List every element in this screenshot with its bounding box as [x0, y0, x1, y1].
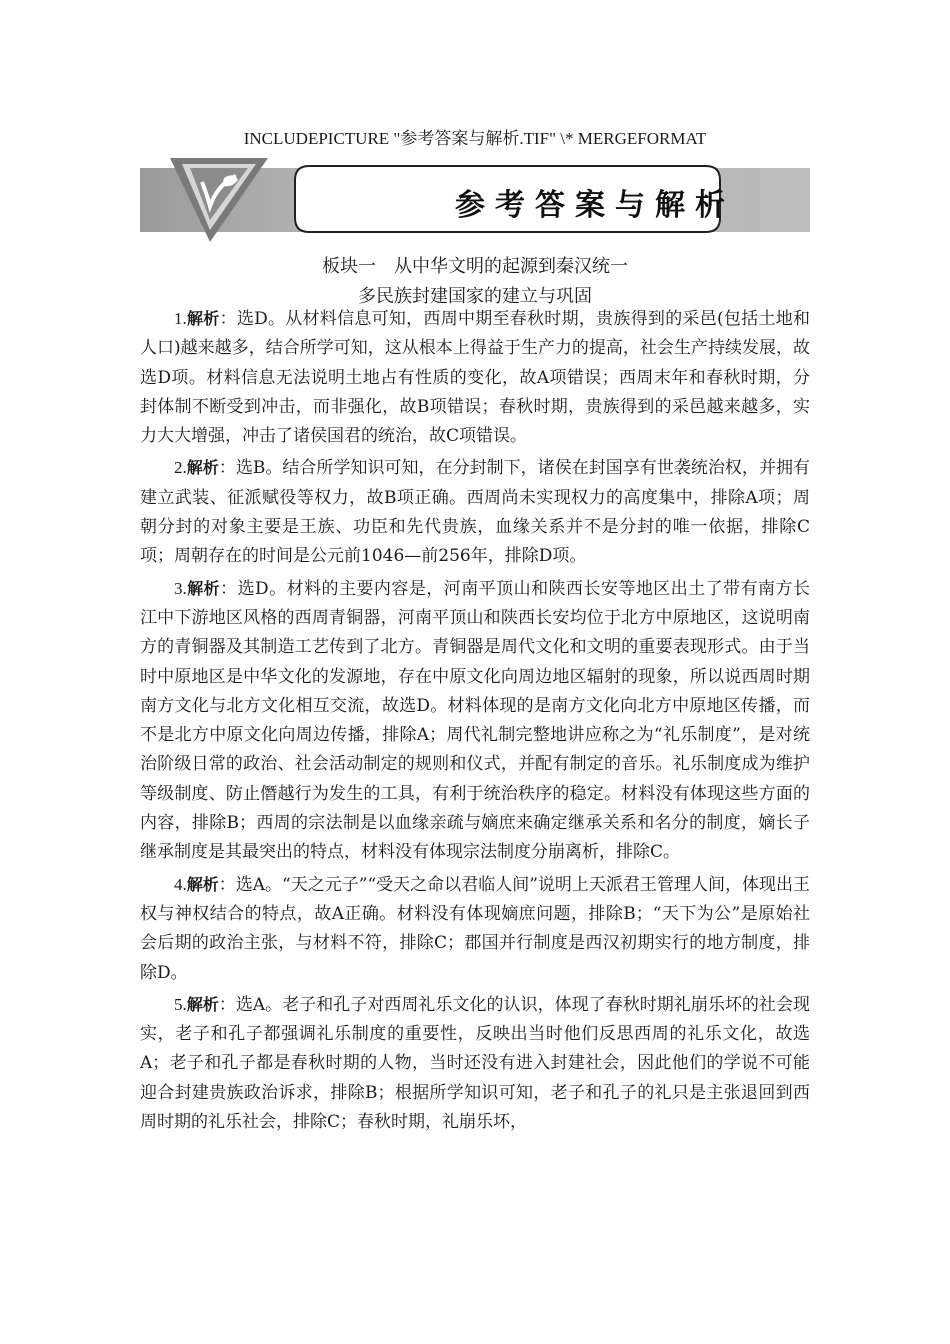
section-title-line2: 多民族封建国家的建立与巩固 [358, 286, 592, 307]
answer-text: ：选B。结合所学知识可知，在分封制下，诸侯在封国享有世袭统治权，并拥有建立武装、征派赋役等权力，故B项正确。西周尚未实现权力的高度集中，排除A项；周朝分封的对象主要是王族、功臣和先代贵族，血缘关系并不是分封的唯一依据，排除C项；周朝存在的时间是公元前1046—前256年，排除D项。 [140, 458, 810, 567]
answer-number: 3. [174, 578, 187, 598]
answer-number: 5. [174, 994, 187, 1014]
field-code-text: INCLUDEPICTURE "参考答案与解析.TIF" \* MERGEFORMAT [243, 129, 707, 148]
answer-label: 解析 [186, 309, 220, 328]
answer-label: 解析 [186, 578, 221, 598]
answer-number: 4. [174, 874, 187, 894]
answer-text: ：选D。材料的主要内容是，河南平顶山和陕西长安等地区出土了带有南方长江中下游地区风格的西周青铜器，河南平顶山和陕西长安均位于北方中原地区，这说明南方的青铜器及其制造工艺传到了北方。青铜器是周代文化和文明的重要表现形式。由于当时中原地区是中华文化的发源地，存在中原文化向周边地区辐射的现象，所以说西周时期南方文化与北方文化相互交流，故选D。材料体现的是南方文化向北方中原地区传播，而不是北方中原文化向周边传播，排除A；周代礼制完整地讲应称之为“礼乐制度”，是对统治阶级日常的政治、社会活动制定的规则和仪式，并配有制定的音乐。礼乐制度成为维护等级制度、防止僭越行为发生的工具，有利于统治秩序的稳定。材料没有体现这些方面的内容，排除B；西周的宗法制是以血缘亲疏与嫡庶来确定继承关系和名分的制度，嫡长子继承制度是其最突出的特点，材料没有体现宗法制度分崩离析，排除C。 [140, 578, 810, 863]
answer-paragraph [140, 453, 810, 571]
answer-paragraph [140, 574, 810, 868]
answer-text: ：选A。“天之元子”“受天之命以君临人间”说明上天派君王管理人间，体现出王权与神权结合的特点，故A正确。材料没有体现嫡庶问题，排除B；“天下为公”是原始社会后期的政治主张，与材料不符，排除C；郡国并行制度是西汉初期实行的地方制度，排除D。 [140, 874, 810, 983]
section-heading [0, 252, 950, 312]
answer-label: 解析 [186, 874, 219, 894]
answer-number: 2. [174, 458, 187, 478]
answer-list [140, 304, 810, 1139]
answer-paragraph [140, 870, 810, 988]
answer-paragraph [140, 990, 810, 1137]
answer-text: ：选D。从材料信息可知，西周中期至春秋时期，贵族得到的采邑(包括土地和人口)越来越多，结合所学可知，这从根本上得益于生产力的提高，社会生产持续发展，故选D项。材料信息无法说明土地占有性质的变化，故A项错误；西周末年和春秋时期，分封体制不断受到冲击，而非强化，故B项错误；春秋时期，贵族得到的采邑越来越多，实力大大增强，冲击了诸侯国君的统治，故C项错误。 [140, 309, 810, 447]
answer-label: 解析 [186, 994, 219, 1014]
answer-label: 解析 [186, 458, 219, 478]
banner-title: 参考答案与解析 [455, 188, 735, 223]
section-title-line1: 板块一 从中华文明的起源到秦汉统一 [322, 256, 628, 277]
answer-banner [140, 158, 810, 244]
answer-paragraph [140, 304, 810, 451]
answer-number: 1. [174, 309, 187, 328]
answer-text: ：选A。老子和孔子对西周礼乐文化的认识，体现了春秋时期礼崩乐坏的社会现实，老子和孔子都强调礼乐制度的重要性，反映出当时他们反思西周的礼乐文化，故选A；老子和孔子都是春秋时期的人物，当时还没有进入封建社会，因此他们的学说不可能迎合封建贵族政治诉求，排除B；根据所学知识可知，老子和孔子的礼只是主张退回到西周时期的礼乐社会，排除C；春秋时期，礼崩乐坏， [140, 994, 810, 1133]
